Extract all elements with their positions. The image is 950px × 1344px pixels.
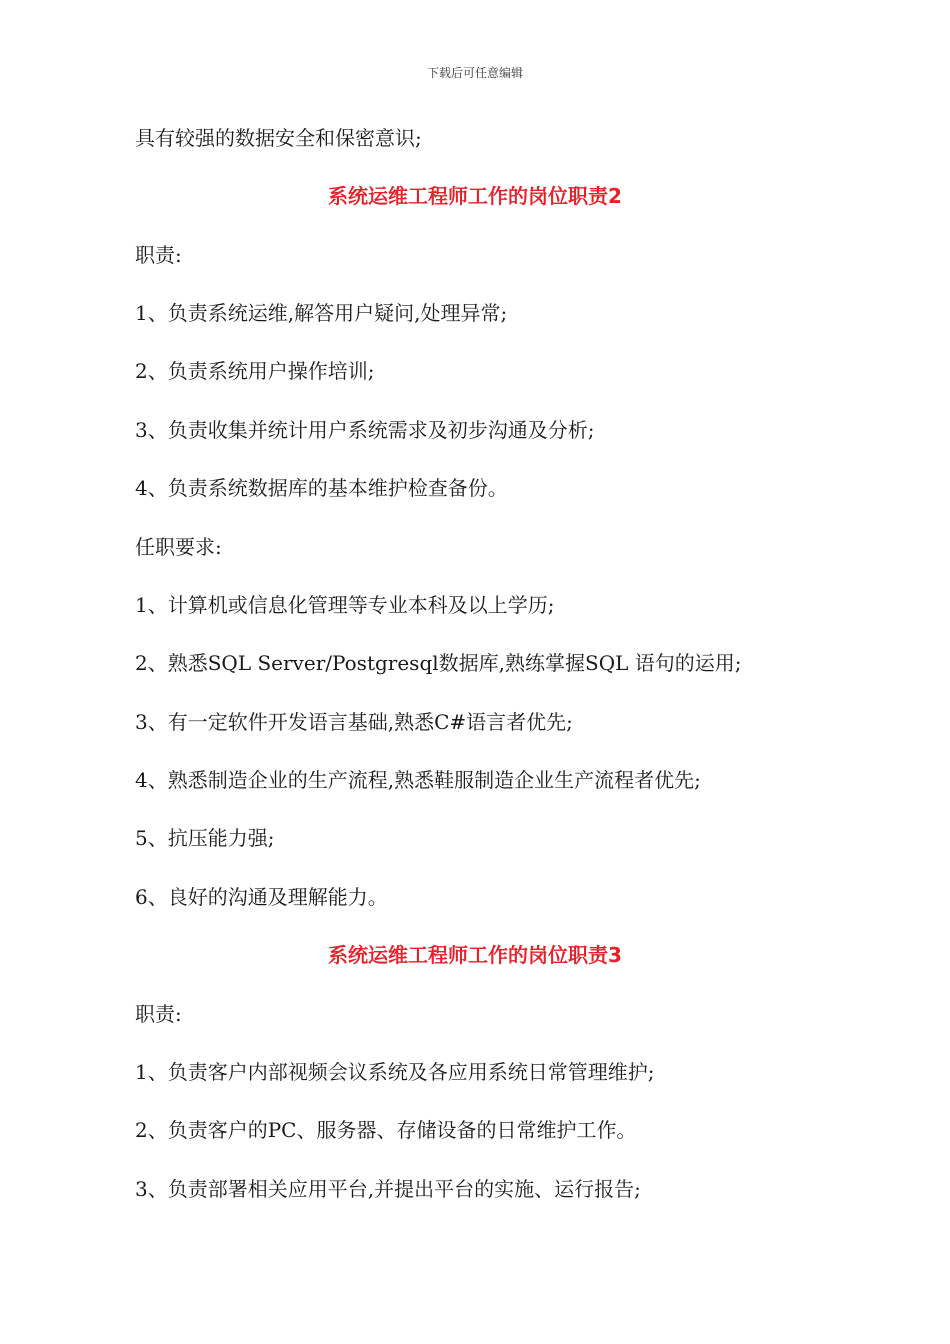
section-3-duty-1: 1、负责客户内部视频会议系统及各应用系统日常管理维护; <box>135 1060 655 1084</box>
section-2-duty-3: 3、负责收集并统计用户系统需求及初步沟通及分析; <box>135 418 595 442</box>
section-2-duty-4: 4、负责系统数据库的基本维护检查备份。 <box>135 476 508 500</box>
section-2-duties-label: 职责: <box>135 243 182 267</box>
page-header: 下载后可任意编辑 <box>426 66 523 80</box>
section-3-duties-label: 职责: <box>135 1002 182 1026</box>
section-2-title: 系统运维工程师工作的岗位职责2 <box>328 184 622 208</box>
section-2-requirement-3: 3、有一定软件开发语言基础,熟悉C#语言者优先; <box>135 710 573 734</box>
intro-line: 具有较强的数据安全和保密意识; <box>135 126 422 150</box>
section-2-requirement-5: 5、抗压能力强; <box>135 826 275 850</box>
section-3-duty-3: 3、负责部署相关应用平台,并提出平台的实施、运行报告; <box>135 1177 641 1201</box>
section-2-requirement-4: 4、熟悉制造企业的生产流程,熟悉鞋服制造企业生产流程者优先; <box>135 768 701 792</box>
section-2-requirement-6: 6、良好的沟通及理解能力。 <box>135 885 388 909</box>
section-2-duty-1: 1、负责系统运维,解答用户疑问,处理异常; <box>135 301 508 325</box>
section-3-duty-2: 2、负责客户的PC、服务器、存储设备的日常维护工作。 <box>135 1118 637 1142</box>
section-2-requirement-2: 2、熟悉SQL Server/Postgresql数据库,熟练掌握SQL 语句的运用; <box>135 651 742 675</box>
section-3-title: 系统运维工程师工作的岗位职责3 <box>328 943 622 967</box>
section-2-duty-2: 2、负责系统用户操作培训; <box>135 359 375 383</box>
section-2-requirements-label: 任职要求: <box>135 535 222 559</box>
section-2-requirement-1: 1、计算机或信息化管理等专业本科及以上学历; <box>135 593 555 617</box>
